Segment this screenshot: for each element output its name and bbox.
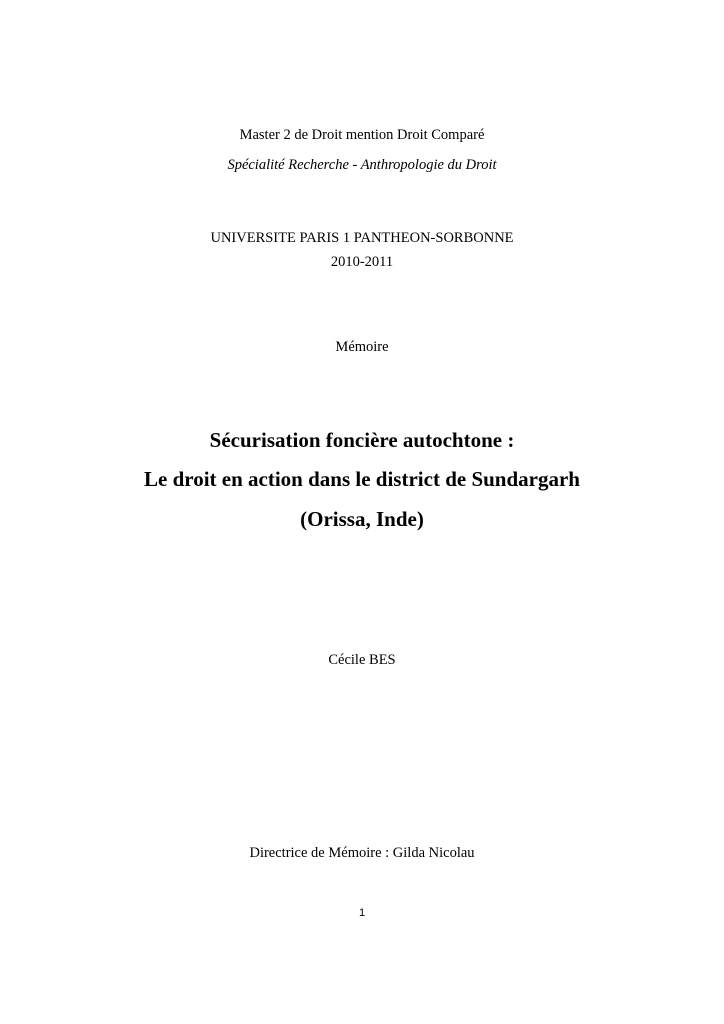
- title-line-3: (Orissa, Inde): [300, 507, 424, 531]
- specialty-line: Spécialité Recherche - Anthropologie du Droit: [227, 157, 497, 173]
- page-number: 1: [358, 907, 366, 919]
- author-name: Cécile BES: [328, 652, 396, 668]
- title-line-1: Sécurisation foncière autochtone :: [209, 428, 515, 452]
- document-type: Mémoire: [335, 339, 389, 355]
- program-line: Master 2 de Droit mention Droit Comparé: [239, 127, 485, 143]
- title-line-2: Le droit en action dans le district de Sundargarh: [144, 467, 580, 491]
- academic-year: 2010-2011: [330, 254, 394, 270]
- university-name: UNIVERSITE PARIS 1 PANTHEON-SORBONNE: [210, 230, 514, 246]
- supervisor-line: Directrice de Mémoire : Gilda Nicolau: [249, 845, 475, 861]
